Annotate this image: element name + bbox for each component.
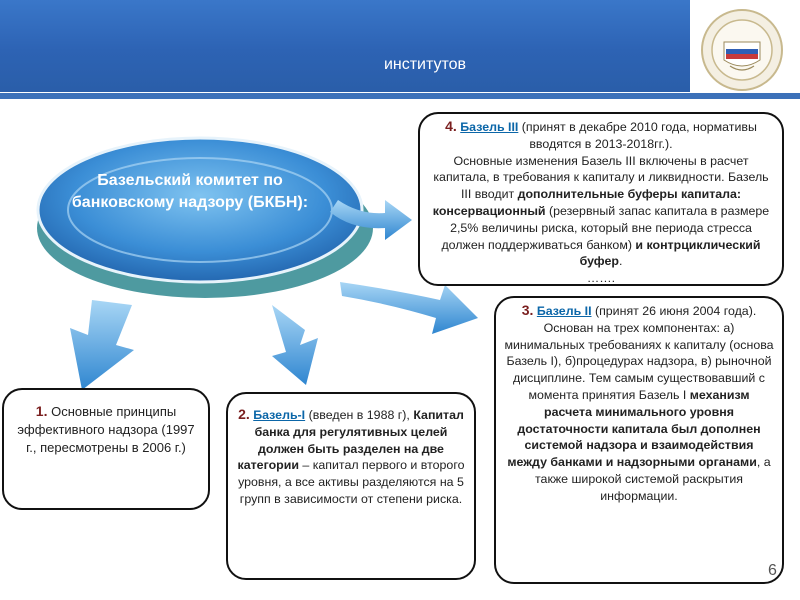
slide-number: 6	[768, 562, 777, 579]
card4-text-2: (резервный запас капитала в размере 2,5% величины риска, который вне периода стресса должен поддерживаться банком)	[441, 203, 770, 252]
card3-text: (принят 26 июня 2004 года). Основан на трех компонентах: а) минимальных требованиях к капиталу (основа Базель I), б)процедурах надзора, в) рыночной дисциплине. Тем самым существовавший с момента принятия Базель I	[504, 304, 774, 402]
card-core-principles	[2, 388, 210, 510]
card4-bold-buffers: дополнительные буферы капитала: консервационный	[432, 187, 742, 218]
card2-link[interactable]: Базель-I	[253, 408, 306, 422]
card-basel-3	[418, 112, 784, 286]
card3-text-2: , а также широкой системой раскрытия информации.	[535, 455, 771, 503]
card4-period: .	[618, 254, 623, 269]
card3-link[interactable]: Базель II	[536, 304, 592, 318]
arrow-to-card1	[70, 300, 134, 390]
card-basel-1	[226, 392, 476, 580]
arrow-to-card4	[330, 200, 412, 240]
card2-bold-capital: Капитал банка для регулятивных целей должен быть разделен на две категории	[237, 408, 464, 473]
card3-bold-mechanism: механизм расчета минимального уровня достаточности капитала был дополнен системой надзора и взаимодействия между банками и надзорными органами	[507, 387, 761, 470]
card4-link[interactable]: Базель III	[460, 120, 519, 134]
card2-number: 2.	[238, 406, 250, 422]
card1-text: Основные принципы эффективного надзора (1997 г., пересмотрены в 2006 г.)	[17, 404, 195, 455]
card4-number: 4.	[445, 118, 457, 134]
card4-intro: (принят в декабре 2010 года, нормативы вводятся в 2013-2018гг.).	[518, 120, 757, 151]
card-basel-2	[494, 296, 784, 584]
card1-number: 1.	[35, 403, 48, 419]
card4-text: Основные изменения Базель III включены в расчет капитала, в требования к капиталу и ликвидности. Базель III вводит	[433, 153, 769, 202]
card4-bold-countercyclical: и контрциклический буфер	[579, 237, 761, 269]
arrow-to-card2	[272, 305, 318, 385]
card2-text: – капитал первого и второго уровня, а все активы разделяются на 5 групп в зависимости от степени риска.	[238, 458, 465, 506]
header-title: институтов	[383, 56, 467, 73]
arrow-to-card3	[340, 282, 478, 334]
card2-intro: (введен в 1988 г),	[305, 408, 410, 422]
central-title: Базельский комитет по банковскому надзору (БКБН):	[71, 172, 309, 211]
card4-ellipsis: …….	[586, 271, 616, 286]
card3-number: 3.	[521, 302, 534, 318]
